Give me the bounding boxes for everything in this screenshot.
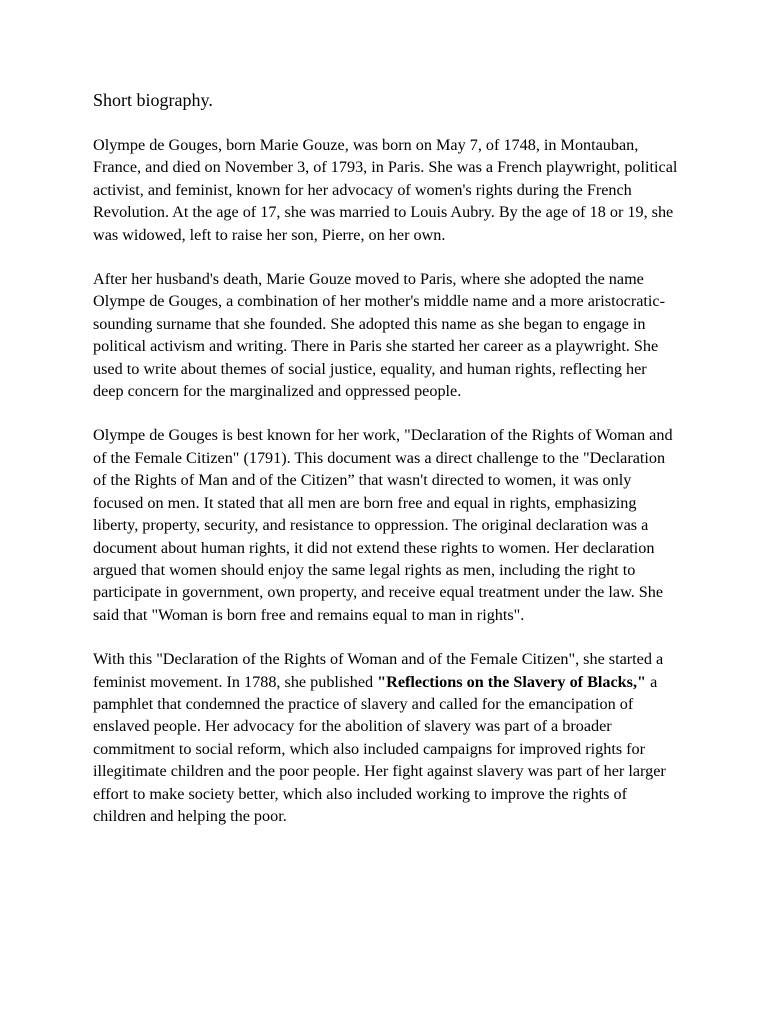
document-title: Short biography. bbox=[93, 90, 213, 110]
document-page bbox=[93, 89, 678, 827]
pamphlet-title: "Reflections on the Slavery of Blacks," bbox=[377, 672, 647, 691]
paragraph-early-life: Olympe de Gouges, born Marie Gouze, was born on May 7, of 1748, in Montauban, France, and died on November 3, of 1793, in Paris. She was a French playwright, political activist, and feminist, known for her advocacy of women's rights during the French Revolution. At the age of 17, she was married to Louis Aubry. By the age of 18 or 19, she was widowed, left to raise her son, Pierre, on her own. bbox=[93, 136, 678, 244]
paragraph-declaration: Olympe de Gouges is best known for her work, "Declaration of the Rights of Woman and of the Female Citizen" (1791). This document was a direct challenge to the "Declaration of the Rights of Man and of the Citizen” that wasn't directed to women, it was only focused on men. It stated that all men are born free and equal in rights, emphasizing liberty, property, security, and resistance to oppression. The original declaration was a document about human rights, it did not extend these rights to women. Her declaration argued that women should enjoy the same legal rights as men, including the right to participate in government, own property, and receive equal treatment under the law. She said that "Woman is born free and remains equal to man in rights". bbox=[93, 426, 673, 624]
paragraph-text: a pamphlet that condemned the practice of slavery and called for the emancipation of enslaved people. Her advocacy for the abolition of slavery was part of a broader commitment to social reform, which also included campaigns for improved rights for illegitimate children and the poor people. Her fight against slavery was part of her larger effort to make society better, which also included working to improve the rights of children and helping the poor. bbox=[93, 672, 666, 825]
paragraph-paris: After her husband's death, Marie Gouze moved to Paris, where she adopted the name Olympe de Gouges, a combination of her mother's middle name and a more aristocratic-sounding surname that she founded. She adopted this name as she began to engage in political activism and writing. There in Paris she started her career as a playwright. She used to write about themes of social justice, equality, and human rights, reflecting her deep concern for the marginalized and oppressed people. bbox=[93, 270, 665, 401]
paragraph-text: With this "Declaration of the Rights of Woman and of the Female Citizen", she started a feminist movement. In 1788, she published bbox=[93, 650, 664, 691]
paragraph-feminist-movement bbox=[93, 648, 678, 827]
